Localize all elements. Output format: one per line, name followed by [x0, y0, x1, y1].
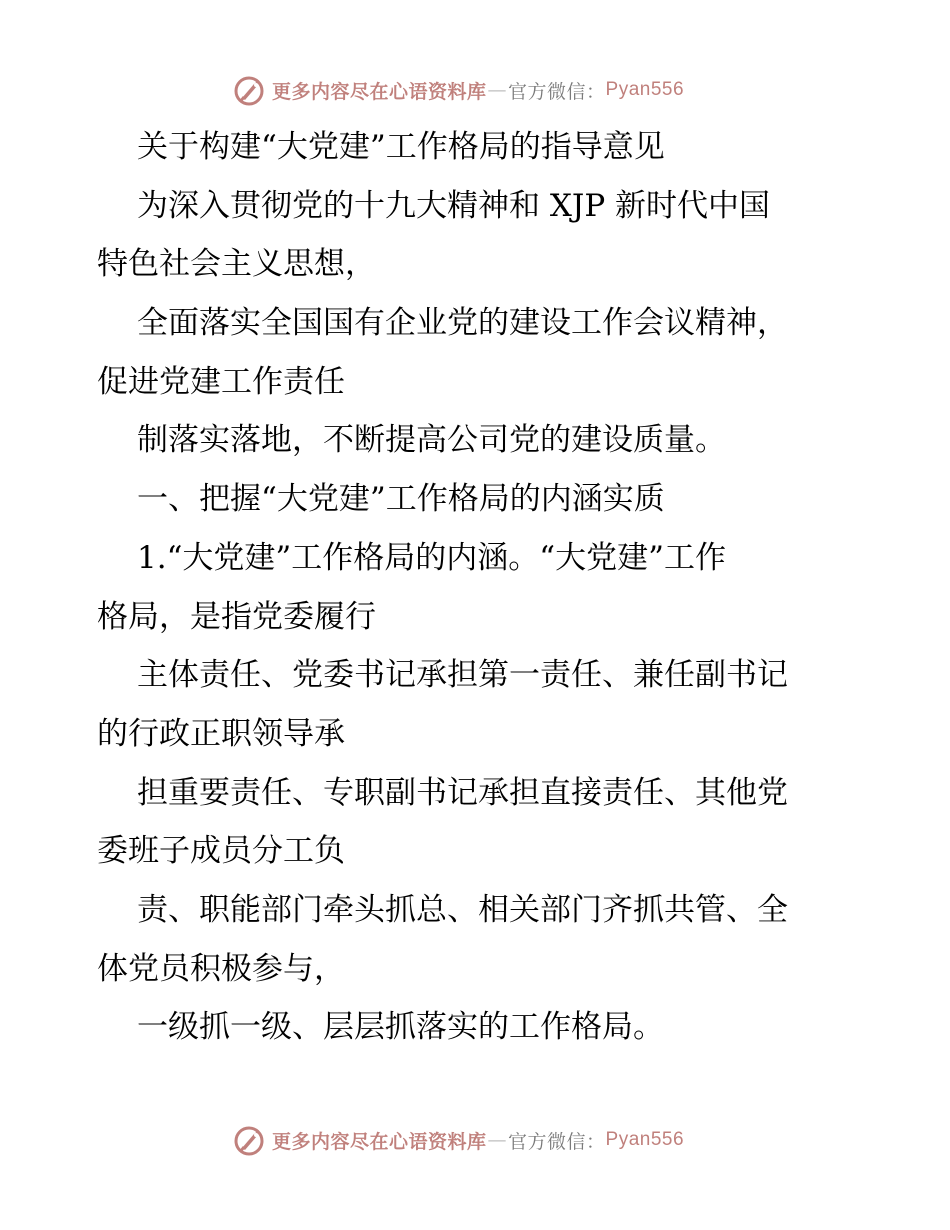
- paragraph-line: 促进党建工作责任: [97, 363, 345, 400]
- paragraph-line: 一级抓一级、层层抓落实的工作格局。: [137, 1009, 664, 1046]
- footer-watermark-banner: [232, 1120, 684, 1160]
- paragraph-line: 责、职能部门牵头抓总、相关部门齐抓共管、全: [137, 891, 788, 928]
- paragraph-line: 为深入贯彻党的十九大精神和 XJP 新时代中国: [137, 187, 771, 224]
- paragraph-line: 体党员积极参与，: [97, 950, 345, 987]
- banner-separator: —: [487, 1129, 508, 1151]
- pen-nib-logo-icon: [232, 1122, 268, 1158]
- banner-wechat-id: Pyan556: [605, 1129, 685, 1150]
- paragraph-line: 担重要责任、专职副书记承担直接责任、其他党: [137, 774, 788, 811]
- paragraph-line: 制落实落地，不断提高公司党的建设质量。: [137, 422, 726, 459]
- banner-separator: —: [487, 79, 508, 101]
- banner-wechat-label: 官方微信：: [508, 80, 606, 103]
- paragraph-line: 的行政正职领导承: [97, 715, 345, 752]
- section-heading: 一、把握“大党建”工作格局的内涵实质: [137, 481, 665, 518]
- paragraph-line: 特色社会主义思想，: [97, 246, 376, 283]
- paragraph-line: 主体责任、党委书记承担第一责任、兼任副书记: [137, 657, 788, 694]
- paragraph-line: 格局，是指党委履行: [97, 598, 376, 635]
- pen-nib-logo-icon: [232, 72, 268, 108]
- banner-title: 更多内容尽在心语资料库: [272, 1130, 487, 1153]
- header-watermark-banner: [232, 70, 684, 110]
- banner-wechat-label: 官方微信：: [508, 1130, 606, 1153]
- document-title: 关于构建“大党建”工作格局的指导意见: [137, 129, 665, 165]
- paragraph-line: 1.“大党建”工作格局的内涵。“大党建”工作: [137, 539, 726, 576]
- document-body: [97, 118, 857, 1057]
- banner-title: 更多内容尽在心语资料库: [272, 80, 487, 103]
- paragraph-line: 委班子成员分工负: [97, 833, 345, 870]
- banner-wechat-id: Pyan556: [605, 79, 685, 100]
- paragraph-line: 全面落实全国国有企业党的建设工作会议精神，: [137, 305, 788, 342]
